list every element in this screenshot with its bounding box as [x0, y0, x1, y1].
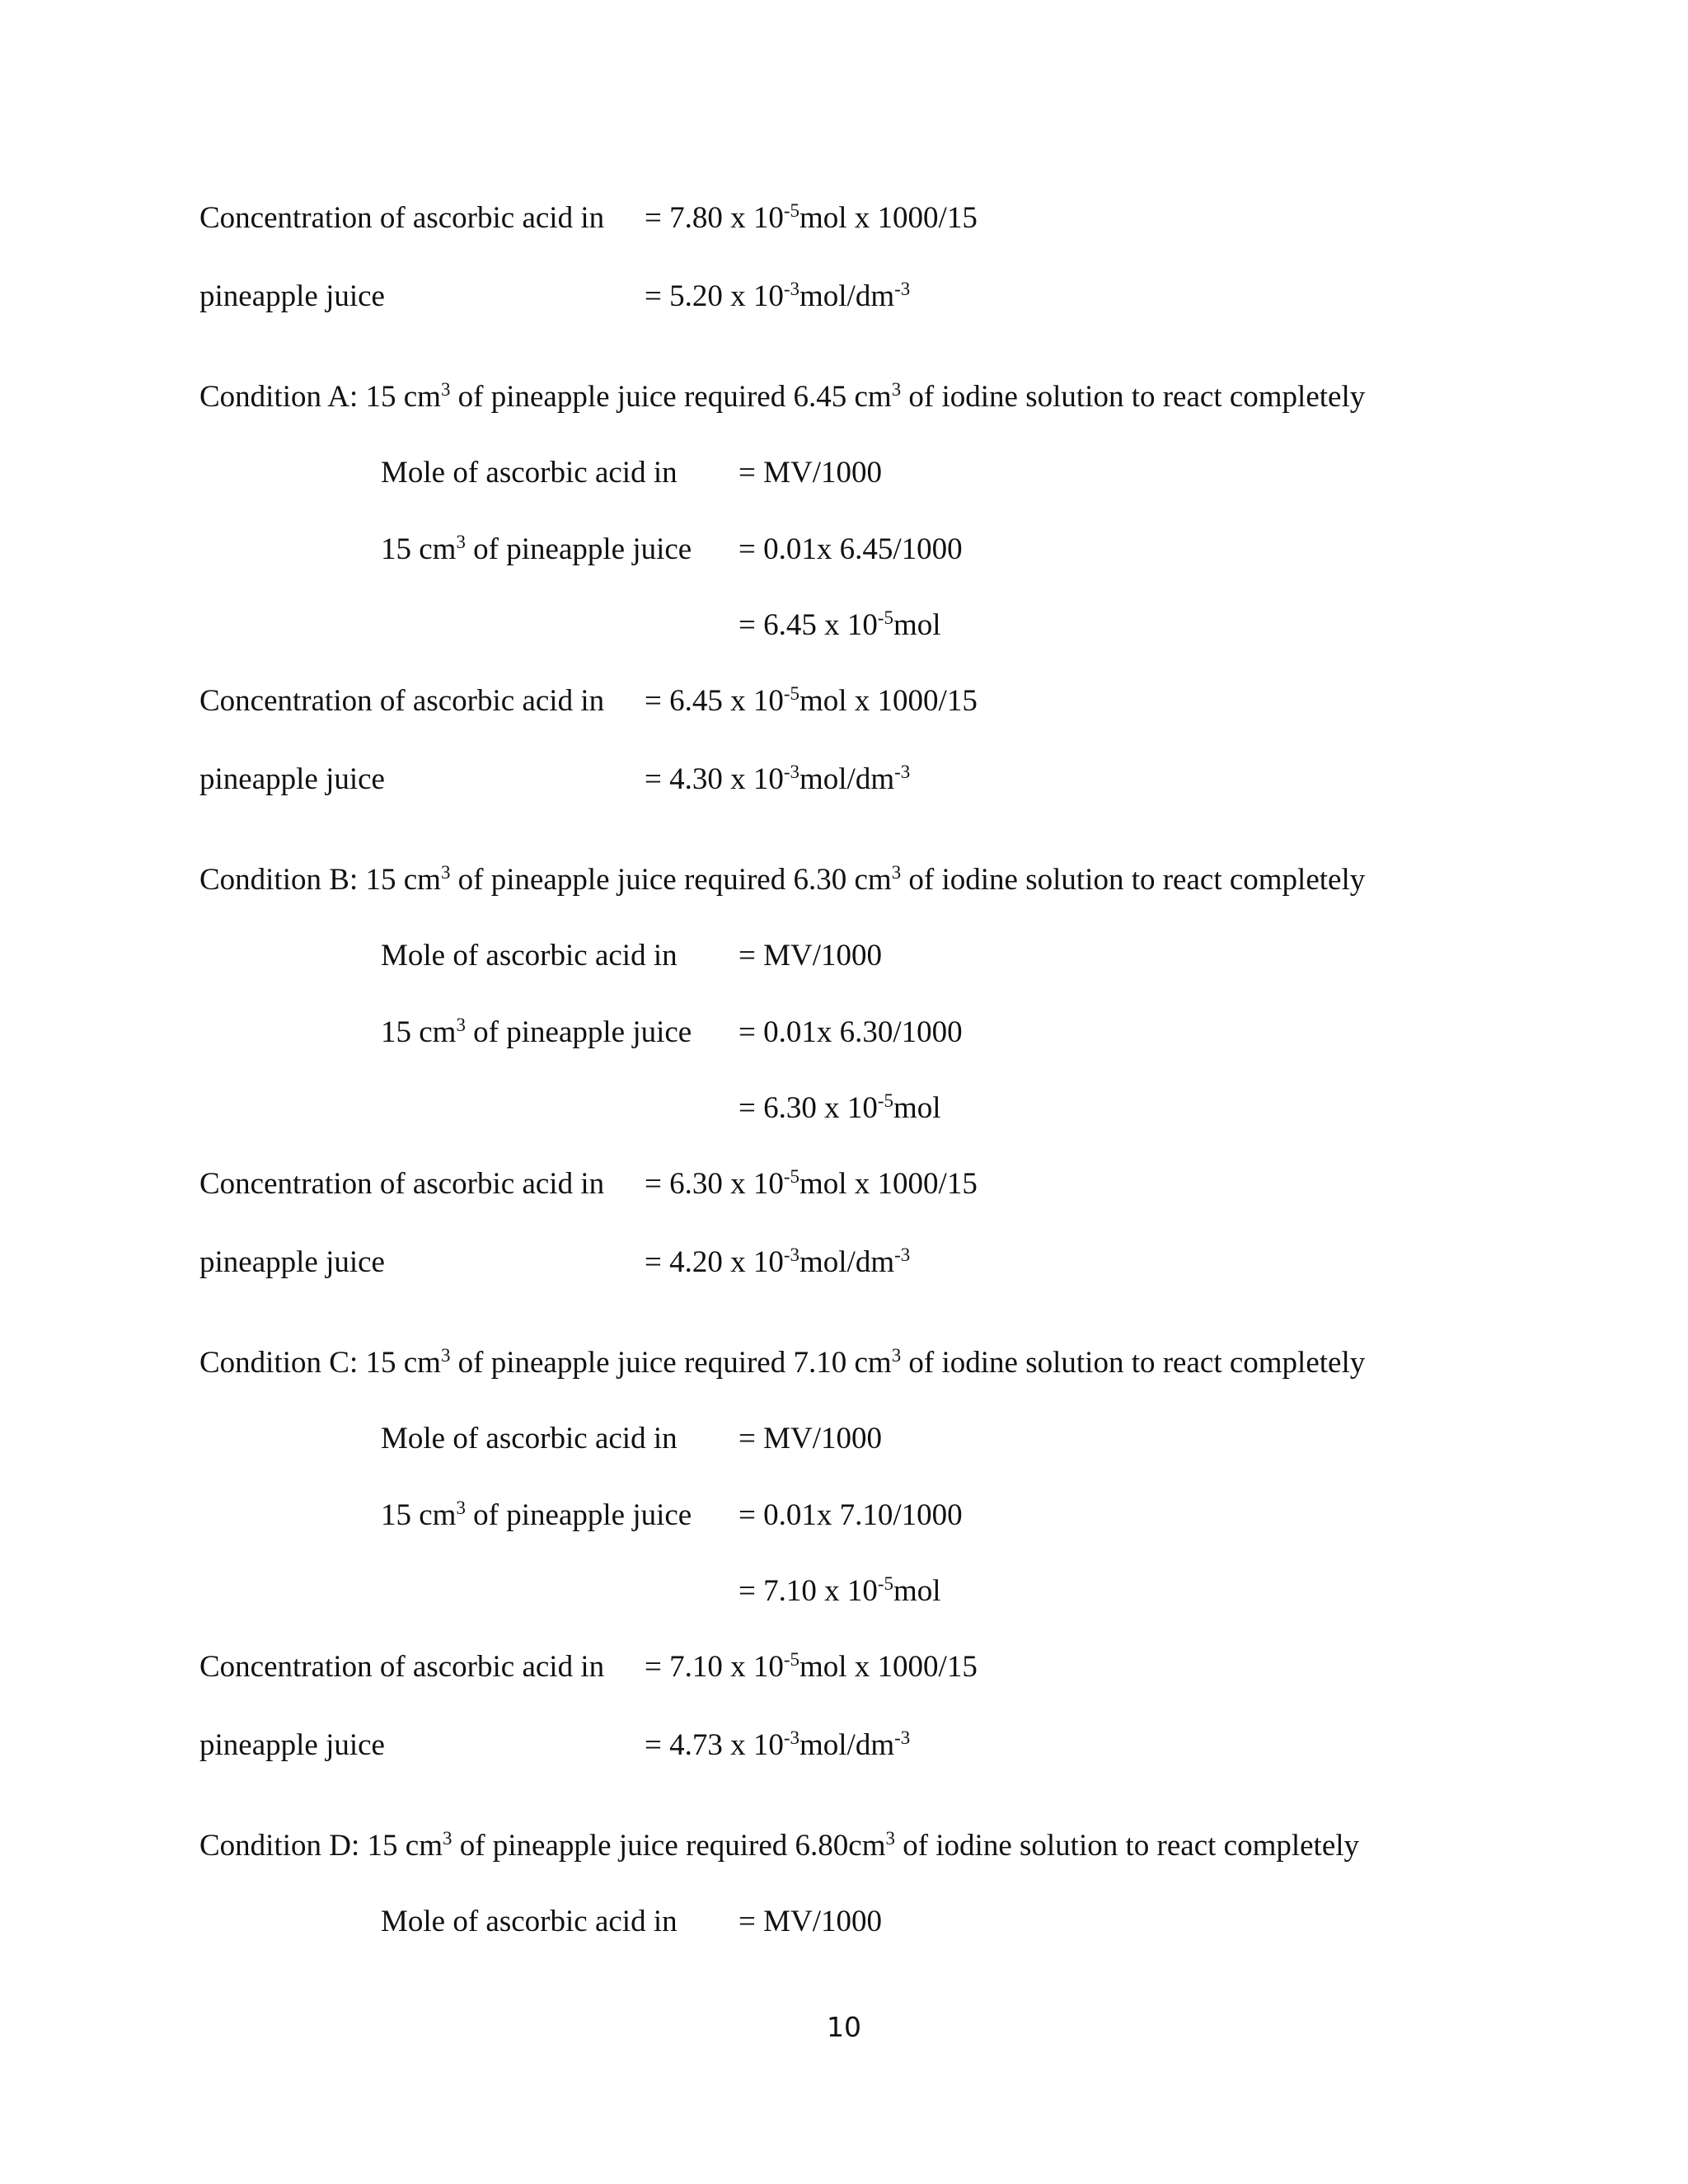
condition-b-juice-expr: = 4.20 x $10^{-3}mol/dm^{-3}$: [645, 1244, 911, 1279]
condition-b-mole-label: Mole of ascorbic acid in: [381, 939, 678, 972]
condition-a-mol-result: = 6.45 x $10^{-5}mol$: [738, 607, 941, 642]
condition-a-conc-expr: = 6.45 x $10^{-5}mol$ x 1000/15: [645, 683, 978, 718]
condition-c-mol-result: = 7.10 x $10^{-5}mol$: [738, 1573, 941, 1608]
condition-c-heading: Condition C: 15 $cm^3$ of pineapple juice required 7.10 $cm^3$ of iodine solution to react completely: [199, 1345, 1366, 1380]
condition-a-vol-label: 15 $cm^3$ of pineapple juice: [381, 532, 692, 566]
condition-a-heading: Condition A: 15 $cm^3$ of pineapple juice required 6.45 $cm^3$ of iodine solution to react completely: [199, 379, 1366, 414]
initial-conc-expr: = 7.80 x $10^{-5}mol$ x 1000/15: [645, 200, 978, 235]
condition-c-mole-expr: = MV/1000: [738, 1422, 883, 1455]
condition-d-mole-label: Mole of ascorbic acid in: [381, 1905, 678, 1938]
condition-a-juice-expr: = 4.30 x $10^{-3}mol/dm^{-3}$: [645, 762, 911, 796]
condition-c-conc-label: Concentration of ascorbic acid in: [199, 1650, 605, 1684]
condition-a-mole-label: Mole of ascorbic acid in: [381, 456, 678, 490]
condition-a-juice-label: pineapple juice: [199, 762, 385, 796]
condition-c-juice-expr: = 4.73 x $10^{-3}mol/dm^{-3}$: [645, 1727, 911, 1762]
condition-c-juice-label: pineapple juice: [199, 1728, 385, 1762]
condition-b-conc-label: Concentration of ascorbic acid in: [199, 1167, 605, 1201]
condition-b-heading: Condition B: 15 $cm^3$ of pineapple juice required 6.30 $cm^3$ of iodine solution to react completely: [199, 862, 1366, 897]
initial-conc-label: Concentration of ascorbic acid in: [199, 201, 605, 235]
condition-c-mole-label: Mole of ascorbic acid in: [381, 1422, 678, 1455]
initial-juice-expr: = 5.20 x $10^{-3}mol/dm^{-3}$: [645, 279, 911, 313]
condition-b-mol-result: = 6.30 x $10^{-5}mol$: [738, 1090, 941, 1125]
condition-b-juice-label: pineapple juice: [199, 1245, 385, 1279]
condition-c-vol-expr: = 0.01x 7.10/1000: [738, 1498, 963, 1532]
condition-b-conc-expr: = 6.30 x $10^{-5}mol$ x 1000/15: [645, 1166, 978, 1201]
condition-b-vol-label: 15 $cm^3$ of pineapple juice: [381, 1015, 692, 1049]
condition-d-heading: Condition D: 15 $cm^3$ of pineapple juice required $6.80cm^3$ of iodine solution to react completely: [199, 1828, 1360, 1863]
page-number: 10: [827, 2011, 861, 2043]
condition-b-vol-expr: = 0.01x 6.30/1000: [738, 1015, 963, 1049]
condition-b-mole-expr: = MV/1000: [738, 939, 883, 972]
condition-a-vol-expr: = 0.01x 6.45/1000: [738, 532, 963, 566]
initial-juice-label: pineapple juice: [199, 279, 385, 313]
condition-a-conc-label: Concentration of ascorbic acid in: [199, 684, 605, 718]
condition-d-mole-expr: = MV/1000: [738, 1905, 883, 1938]
condition-c-vol-label: 15 $cm^3$ of pineapple juice: [381, 1497, 692, 1532]
condition-c-conc-expr: = 7.10 x $10^{-5}mol$ x 1000/15: [645, 1649, 978, 1684]
condition-a-mole-expr: = MV/1000: [738, 456, 883, 490]
